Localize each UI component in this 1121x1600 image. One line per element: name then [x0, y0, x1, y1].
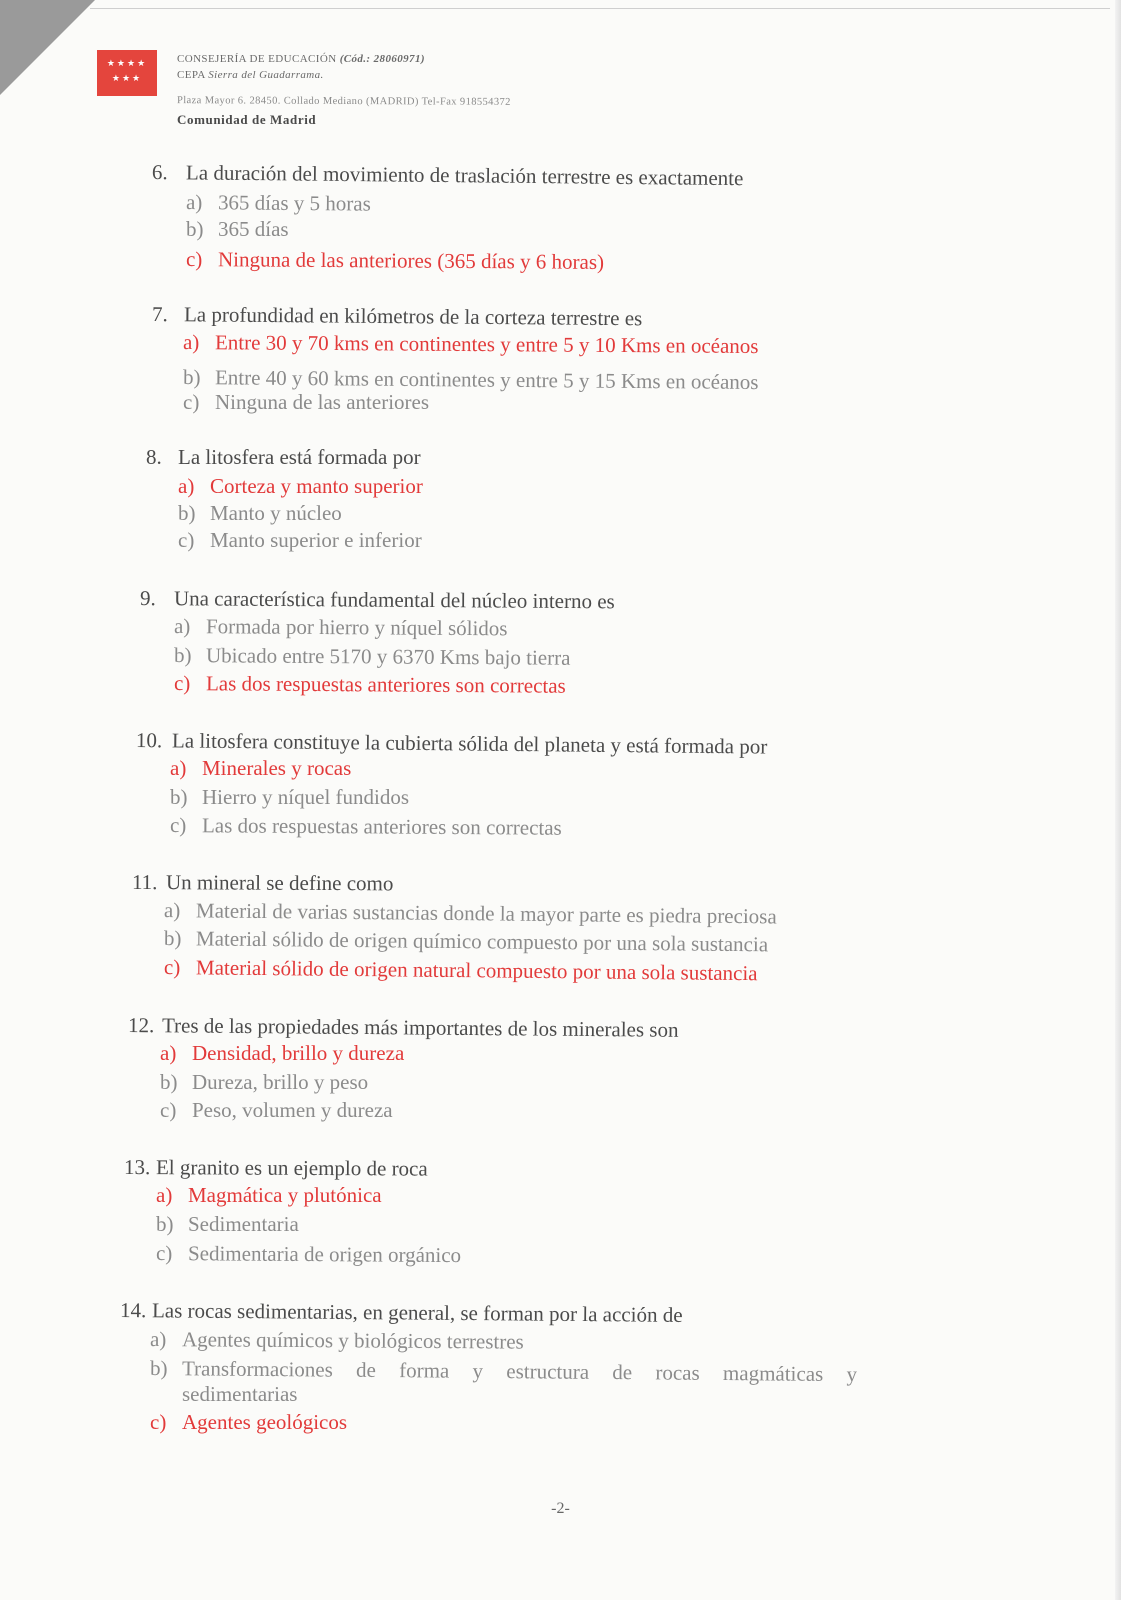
question-text: El granito es un ejemplo de roca: [155, 1155, 428, 1181]
option-b: [170, 785, 409, 809]
option-label: b): [186, 217, 204, 241]
option-text: Entre 30 y 70 kms en continentes y entre 5 y 10 Kms en océanos: [214, 330, 759, 359]
option-a: [186, 190, 371, 216]
option-label: a): [149, 1327, 167, 1352]
question-stem: [152, 160, 744, 190]
option-text: Manto superior e inferior: [210, 528, 422, 552]
option-text: Las dos respuestas anteriores son correctas: [205, 671, 566, 698]
option-c: [178, 528, 422, 552]
question-stem: [124, 1155, 428, 1181]
question-text: La profundidad en kilómetros de la corteza terrestre es: [183, 302, 643, 331]
option-text: Ninguna de las anteriores (365 días y 6 horas): [217, 247, 605, 274]
option-text: Material de varias sustancias donde la mayor parte es piedra preciosa: [195, 898, 777, 929]
option-b: [186, 217, 289, 241]
option-text: Material sólido de origen natural compuesto por una sola sustancia: [195, 955, 758, 986]
option-a-correct-answer: [183, 330, 759, 358]
option-b: [164, 926, 768, 956]
option-label: c): [160, 1098, 177, 1122]
question-number: 10.: [135, 728, 163, 753]
question-stem: [128, 1013, 679, 1042]
option-c-correct-answer: [150, 1410, 347, 1434]
option-a-correct-answer: [156, 1183, 382, 1207]
center-code: (Cód.: 28060971): [339, 53, 425, 65]
question-text: La duración del movimiento de traslación terrestre es exactamente: [185, 160, 744, 191]
option-b: [156, 1212, 299, 1236]
question-text: Un mineral se define como: [165, 870, 394, 896]
consejeria-text: CONSEJERÍA DE EDUCACIÓN: [177, 53, 340, 65]
option-label: b): [156, 1212, 174, 1236]
option-label: c): [155, 1241, 173, 1266]
option-label: a): [156, 1183, 173, 1207]
letterhead: [97, 50, 797, 140]
letterhead-line-cepa: [177, 69, 324, 81]
option-a: [164, 898, 777, 928]
option-label: b): [170, 785, 188, 809]
option-text: Manto y núcleo: [210, 501, 342, 525]
question-number: 8.: [146, 445, 162, 469]
option-label: a): [163, 898, 181, 923]
option-c: [160, 1098, 393, 1122]
option-c: [170, 813, 562, 840]
question-text: Las rocas sedimentarias, en general, se forman por la acción de: [151, 1298, 683, 1327]
question-text: Tres de las propiedades más importantes de los minerales son: [161, 1013, 679, 1042]
option-label: c): [163, 955, 181, 980]
option-text: Corteza y manto superior: [210, 474, 423, 498]
letterhead-comunidad: Comunidad de Madrid: [177, 112, 317, 127]
option-label: c): [169, 813, 187, 838]
option-b: [174, 643, 571, 670]
option-text: Transformaciones de forma y estructura de rocas magmáticas y: [181, 1356, 858, 1387]
option-label: c): [178, 528, 195, 552]
question-number: 9.: [139, 586, 156, 611]
option-c-correct-answer: [186, 247, 604, 274]
question-number: 14.: [119, 1298, 147, 1323]
option-a-correct-answer: [160, 1041, 404, 1065]
option-a: [174, 614, 508, 640]
page-number: -2-: [551, 1500, 570, 1517]
cepa-prefix: CEPA: [177, 69, 209, 81]
option-text: Sedimentaria: [188, 1212, 299, 1236]
question-text: La litosfera constituye la cubierta sólida del planeta y está formada por: [171, 728, 768, 759]
question-number: 13.: [123, 1155, 151, 1180]
option-label: b): [182, 365, 201, 390]
option-label: a): [160, 1041, 177, 1065]
option-label: a): [173, 614, 191, 639]
option-text: Material sólido de origen químico compuesto por una sola sustancia: [195, 926, 769, 957]
option-label: b): [178, 501, 196, 525]
option-text: Entre 40 y 60 kms en continentes y entre 5 y 15 Kms en océanos: [214, 365, 759, 395]
question-stem: [136, 728, 768, 759]
option-text: Ninguna de las anteriores: [215, 390, 430, 414]
option-a-correct-answer: [178, 474, 423, 498]
page-right-shadow: [1115, 0, 1121, 1600]
letterhead-address: Plaza Mayor 6. 28450. Collado Mediano (MADRID) Tel-Fax 918554372: [176, 95, 511, 108]
option-text: 365 días: [218, 217, 289, 241]
option-text: Ubicado entre 5170 y 6370 Kms bajo tierra: [205, 643, 571, 670]
option-text: Minerales y rocas: [202, 756, 352, 780]
page-top-edge: [90, 0, 1110, 9]
option-label: b): [160, 1070, 178, 1094]
flag-stars-top: ★★★★: [106, 59, 148, 69]
option-a: [150, 1327, 524, 1354]
question-number: 7.: [151, 302, 168, 327]
option-text: Las dos respuestas anteriores son correctas: [201, 813, 562, 840]
option-a-correct-answer: [170, 756, 351, 780]
option-c-correct-answer: [174, 671, 566, 698]
question-text: La litosfera está formada por: [178, 445, 421, 469]
option-label: a): [178, 474, 195, 498]
option-label: b): [149, 1356, 168, 1381]
option-text: Agentes químicos y biológicos terrestres: [181, 1327, 524, 1354]
flag-stars-bottom: ★★★: [111, 74, 143, 84]
cepa-name: Sierra del Guadarrama.: [208, 69, 324, 81]
option-text: Agentes geológicos: [182, 1410, 348, 1434]
folded-page-corner: [0, 0, 95, 95]
option-label: c): [183, 390, 200, 414]
option-label: c): [173, 671, 191, 696]
option-c: [183, 390, 429, 414]
option-text: Formada por hierro y níquel sólidos: [205, 614, 508, 641]
option-label: c): [150, 1410, 167, 1434]
option-b: [178, 501, 342, 525]
option-text: Magmática y plutónica: [188, 1183, 382, 1207]
question-stem: [152, 302, 643, 330]
question-number: 12.: [127, 1013, 155, 1038]
option-label: c): [185, 247, 203, 272]
option-text: Sedimentaria de origen orgánico: [187, 1241, 462, 1268]
option-label: a): [170, 756, 187, 780]
option-b: [160, 1070, 368, 1094]
option-b-continuation: sedimentarias: [182, 1382, 298, 1406]
option-label: b): [163, 926, 182, 951]
question-stem: [146, 445, 421, 469]
letterhead-line-consejeria: [177, 53, 425, 65]
option-label: b): [173, 643, 192, 668]
question-stem: [132, 870, 394, 895]
comunidad-madrid-flag-logo: [97, 50, 157, 96]
option-c-correct-answer: [164, 955, 758, 985]
question-stem: [140, 586, 615, 613]
question-text: Una característica fundamental del núcleo interno es: [173, 586, 615, 614]
question-stem: [120, 1298, 683, 1327]
option-text: Dureza, brillo y peso: [192, 1070, 369, 1094]
option-text: Hierro y níquel fundidos: [202, 785, 410, 809]
option-text: Peso, volumen y dureza: [192, 1098, 393, 1122]
option-label: a): [182, 330, 200, 355]
question-number: 6.: [151, 160, 168, 185]
option-text: 365 días y 5 horas: [217, 190, 371, 216]
option-c: [156, 1241, 461, 1267]
option-label: a): [185, 190, 203, 215]
question-number: 11.: [131, 870, 158, 895]
option-text: Densidad, brillo y dureza: [192, 1041, 405, 1065]
